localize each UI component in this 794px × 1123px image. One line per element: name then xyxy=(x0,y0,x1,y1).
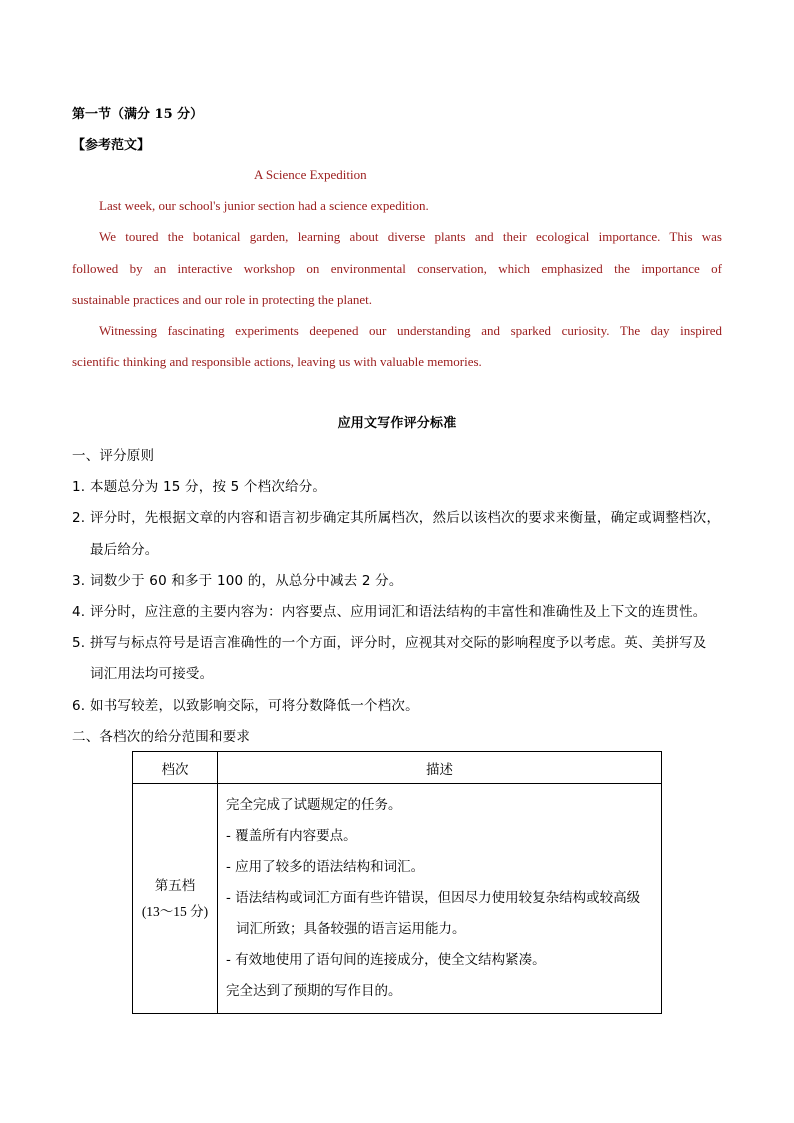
principle-item-2 xyxy=(72,509,720,527)
level-name: 第五档 xyxy=(154,877,196,894)
item-text: 评分时，先根据文章的内容和语言初步确定其所属档次，然后以该档次的要求来衡量，确定或调整档次， xyxy=(90,510,721,526)
essay-title: A Science Expedition xyxy=(254,167,367,182)
principle-item-6 xyxy=(72,697,419,715)
item-text: 词数少于 60 和多于 100 的，从总分中减去 2 分。 xyxy=(90,573,403,589)
desc-line: - 有效地使用了语句间的连接成分，使全文结构紧凑。 xyxy=(226,952,546,968)
item-number: 5. xyxy=(72,635,86,651)
desc-line: 完全完成了试题规定的任务。 xyxy=(226,797,402,813)
item-text: 评分时，应注意的主要内容为：内容要点、应用词汇和语法结构的丰富性和准确性及上下文的连贯性。 xyxy=(90,604,707,620)
desc-line: 词汇所致；具备较强的语言运用能力。 xyxy=(236,921,466,937)
item-number: 3. xyxy=(72,573,86,589)
table-header-row xyxy=(133,752,662,784)
essay-line-2: We toured the botanical garden, learning about diverse plants and their ecological importance. This was xyxy=(99,229,722,244)
section-title: 第一节（满分 15 分） xyxy=(72,107,204,122)
essay-line-3: followed by an interactive workshop on environmental conservation, which emphasized the importance of xyxy=(72,261,722,276)
item-number: 2. xyxy=(72,510,86,526)
header-level: 档次 xyxy=(133,752,218,784)
desc-line: - 应用了较多的语法结构和词汇。 xyxy=(226,859,425,875)
item-number: 6. xyxy=(72,698,86,714)
essay-line-4: sustainable practices and our role in protecting the planet. xyxy=(72,292,372,307)
principle-item-5-cont: 词汇用法均可接受。 xyxy=(90,666,214,682)
item-text: 本题总分为 15 分，按 5 个档次给分。 xyxy=(90,479,327,495)
principles-heading: 一、评分原则 xyxy=(72,448,155,464)
essay-line-1: Last week, our school's junior section had a science expedition. xyxy=(99,198,429,213)
item-text: 如书写较差，以致影响交际，可将分数降低一个档次。 xyxy=(90,698,419,714)
essay-line-6: scientific thinking and responsible actions, leaving us with valuable memories. xyxy=(72,354,482,369)
item-text: 拼写与标点符号是语言准确性的一个方面，评分时，应视其对交际的影响程度予以考虑。英、美拼写及 xyxy=(90,635,707,651)
header-description: 描述 xyxy=(218,752,662,784)
principle-item-2-cont: 最后给分。 xyxy=(90,542,159,558)
item-number: 4. xyxy=(72,604,86,620)
description-cell xyxy=(218,784,662,1014)
principle-item-3 xyxy=(72,572,403,590)
grading-table xyxy=(132,751,662,1014)
level-cell xyxy=(133,784,218,1014)
level-range: (13～15 分) xyxy=(141,903,209,919)
table-row xyxy=(133,784,662,1014)
criteria-title: 应用文写作评分标准 xyxy=(337,416,457,431)
essay-line-5: Witnessing fascinating experiments deepened our understanding and sparked curiosity. The day inspired xyxy=(99,323,722,338)
desc-line: 完全达到了预期的写作目的。 xyxy=(226,983,402,999)
desc-line: - 覆盖所有内容要点。 xyxy=(226,828,357,844)
principle-item-1 xyxy=(72,478,326,496)
principle-item-4 xyxy=(72,603,707,621)
principle-item-5 xyxy=(72,634,707,652)
levels-heading: 二、各档次的给分范围和要求 xyxy=(72,729,251,745)
reference-label: 【参考范文】 xyxy=(72,138,151,153)
desc-line: - 语法结构或词汇方面有些许错误，但因尽力使用较复杂结构或较高级 xyxy=(226,890,641,906)
item-number: 1. xyxy=(72,479,86,495)
